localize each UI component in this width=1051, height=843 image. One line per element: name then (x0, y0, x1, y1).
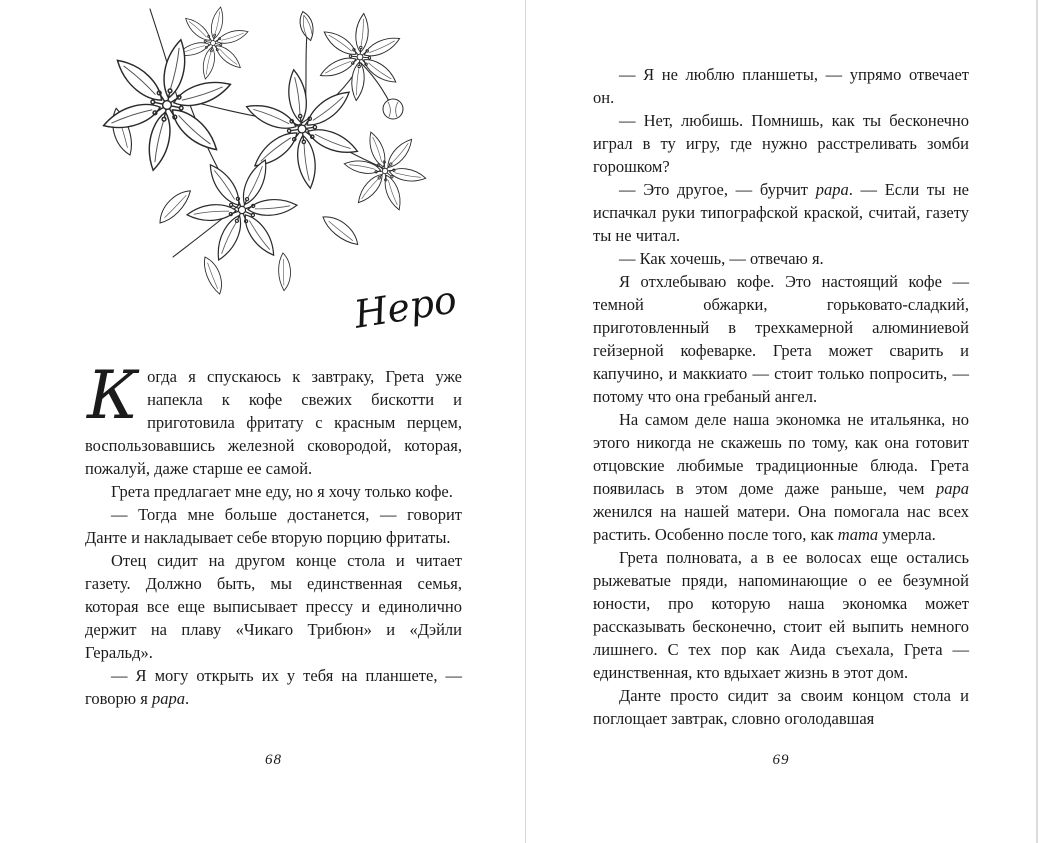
paragraph-text: На самом деле наша экономка не итальянка, но этого никогда не скажешь по тому, как она готовит отцовские любимые традиционные блюда. Грета появилась в этом доме даже раньше, чем (593, 410, 969, 498)
paragraph: Грета предлагает мне еду, но я хочу только кофе. (111, 482, 453, 501)
paragraph-text: огда я спускаюсь к завтраку, Грета уже напекла к кофе свежих бискотти и приготовила фритату с красным перцем, воспользовавшись железной сковородой, которая, пожалуй, даже старше ее самой. (85, 367, 462, 478)
paragraph: Данте просто сидит за своим концом стола и поглощает завтрак, словно оголодавшая (593, 686, 969, 728)
paragraph: — Я не люблю планшеты, — упрямо отвечает он. (593, 65, 969, 107)
paragraph-text: . (184, 689, 190, 708)
gutter-divider (525, 0, 526, 843)
chapter-title: Неро (351, 277, 460, 337)
drop-cap: К (87, 357, 139, 434)
paragraph (85, 664, 462, 710)
paragraph (593, 178, 969, 247)
page-number: 68 (265, 752, 282, 768)
italic-word: papa (936, 479, 969, 498)
italic-word: mama (837, 525, 879, 544)
paragraph-text: женился на нашей матери. Она помогала нас всех растить. Особенно после того, как (593, 502, 969, 544)
left-text-block (85, 357, 462, 710)
page-edge-line (1036, 0, 1038, 843)
paragraph: Грета полновата, а в ее волосах еще остались рыжеватые пряди, напоминающие о ее безумной юности, про которую наша экономка может рассказывать бесконечно, стоит ей выпить немного лишнего. С тех пор как Аида съехала, Грета — единственная, кто вдыхает жизнь в этот дом. (593, 548, 969, 682)
paragraph-text: — Я могу открыть их у тебя на планшете, — говорю я (85, 666, 462, 708)
page-number: 69 (772, 752, 790, 768)
paragraph: Я отхлебываю кофе. Это настоящий кофе — темной обжарки, горьковато-сладкий, приготовленный в трехкамерной алюминиевой гейзерной кофеварке. Грета может сварить и капучино, и маккиато — стоит только попросить, — потому что она гребаный ангел. (593, 272, 969, 406)
paragraph: — Тогда мне больше достанется, — говорит Данте и накладывает себе вторую порцию фритаты. (85, 505, 462, 547)
right-text-block (593, 63, 969, 730)
paragraph (85, 357, 462, 480)
italic-word: papa (151, 689, 185, 708)
left-page (85, 0, 462, 843)
paragraph-text: . — Если ты не испачкал руки типографской краской, считай, газету ты не читал. (593, 180, 969, 245)
italic-word: papa (815, 180, 849, 199)
paragraph-text: — Это другое, — бурчит (619, 180, 816, 199)
paragraph-text: умерла. (878, 525, 936, 544)
paragraph: Отец сидит на другом конце стола и читает газету. Должно быть, мы единственная семья, которая все еще выписывает прессу и единолично держит на плаву «Чикаго Трибюн» и «Дэйли Геральд». (85, 551, 462, 662)
right-page (593, 0, 969, 843)
paragraph: — Как хочешь, — отвечаю я. (619, 249, 824, 268)
paragraph (593, 408, 969, 546)
paragraph: — Нет, любишь. Помнишь, как ты бесконечно играл в ту игру, где нужно расстреливать зомби горошком? (593, 111, 969, 176)
